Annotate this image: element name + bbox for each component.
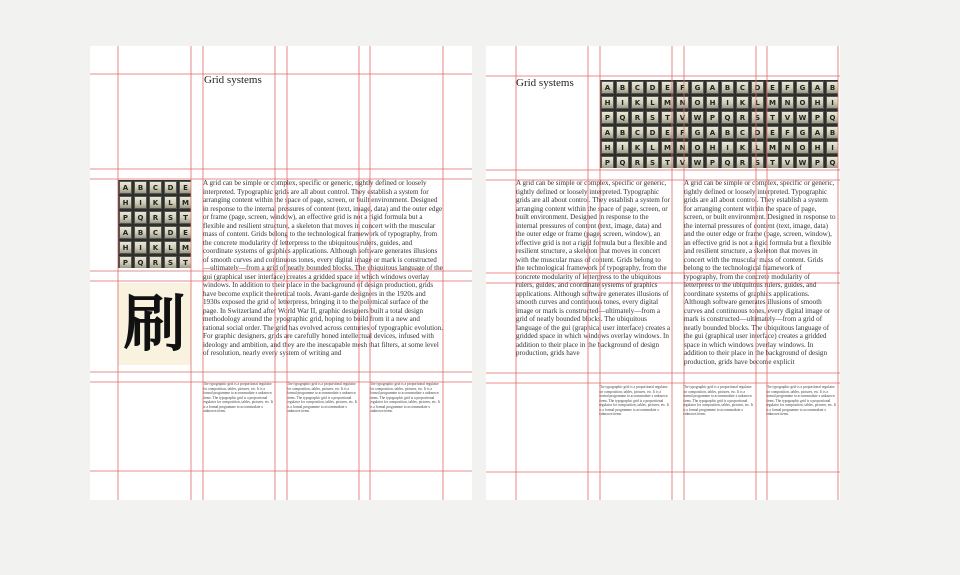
- type-key: I: [721, 141, 734, 154]
- type-key: W: [691, 111, 704, 124]
- type-key: W: [796, 111, 809, 124]
- left-page: [90, 46, 472, 500]
- type-key: H: [811, 96, 824, 109]
- type-key: B: [826, 81, 838, 94]
- type-key: O: [691, 96, 704, 109]
- type-key: V: [781, 111, 794, 124]
- type-key: S: [164, 211, 177, 224]
- type-key: Q: [134, 256, 147, 268]
- type-key: M: [661, 96, 674, 109]
- type-key: Q: [826, 156, 838, 168]
- type-key: P: [706, 156, 719, 168]
- type-key: E: [179, 226, 191, 239]
- type-key: H: [706, 96, 719, 109]
- type-key: A: [706, 126, 719, 139]
- type-key: Q: [721, 156, 734, 168]
- type-key: G: [796, 126, 809, 139]
- type-key: O: [796, 141, 809, 154]
- type-key: P: [119, 211, 132, 224]
- type-key: V: [676, 111, 689, 124]
- type-key: D: [751, 126, 764, 139]
- type-key: P: [119, 256, 132, 268]
- type-key: K: [736, 96, 749, 109]
- type-key: D: [646, 126, 659, 139]
- type-key: D: [646, 81, 659, 94]
- type-key: O: [796, 96, 809, 109]
- type-key: I: [616, 96, 629, 109]
- type-key: B: [134, 226, 147, 239]
- caption-1: The typographic grid is a proportional regulator for composition, tables, pictures, etc. It is a formal programme to accommodate x unknown items. The typographic grid is a proportional regulator for composition, tables, pictures, etc. It is a formal programme to accommodate x unknown items.: [203, 382, 274, 413]
- type-key: K: [631, 141, 644, 154]
- type-key: N: [781, 96, 794, 109]
- type-key: F: [676, 81, 689, 94]
- type-key: F: [781, 81, 794, 94]
- type-key: T: [766, 111, 779, 124]
- type-key: I: [721, 96, 734, 109]
- type-key: D: [751, 81, 764, 94]
- type-key: F: [676, 126, 689, 139]
- type-key: E: [661, 126, 674, 139]
- type-key: A: [706, 81, 719, 94]
- type-key: C: [149, 181, 162, 194]
- caption-1: The typographic grid is a proportional regulator for composition, tables, pictures, etc. It is a formal programme to accommodate x unknown items. The typographic grid is a proportional regulator for composition, tables, pictures, etc. It is a formal programme to accommodate x unknown items.: [599, 385, 670, 416]
- caption-3: The typographic grid is a proportional regulator for composition, tables, pictures, etc. It is a formal programme to accommodate x unknown items. The typographic grid is a proportional regulator for composition, tables, pictures, etc. It is a formal programme to accommodate x unknown items.: [370, 382, 441, 413]
- type-key: N: [676, 141, 689, 154]
- type-key: B: [826, 126, 838, 139]
- type-key: A: [601, 126, 614, 139]
- type-key: E: [766, 126, 779, 139]
- type-key: H: [811, 141, 824, 154]
- type-key: H: [706, 141, 719, 154]
- type-key: L: [646, 141, 659, 154]
- type-key: F: [781, 126, 794, 139]
- type-key: H: [119, 196, 132, 209]
- page-title: Grid systems: [204, 74, 262, 86]
- type-key: I: [826, 96, 838, 109]
- type-key: N: [676, 96, 689, 109]
- type-key: T: [661, 111, 674, 124]
- type-key: T: [179, 256, 191, 268]
- type-key: H: [119, 241, 132, 254]
- type-key: G: [691, 126, 704, 139]
- type-key: A: [119, 226, 132, 239]
- type-key: S: [646, 111, 659, 124]
- body-text-column-2: A grid can be simple or complex, specific or generic, tightly defined or loosely interpreted. Typographic grids are all about control. They establish a system for arranging content within the space of page, screen, or built environment. Designed in response to the internal pressures of content (text, image, data) and the outer edge or frame (page, screen, window), an effective grid is not a rigid formula but a flexible and resilient structure, a skeleton that moves in concert with the muscular mass of content. Grids belong to the technological framework of typography, from the concrete modularity of letterpress to the ubiquitous rulers, guides, and coordinate systems of graphics applications. Although software generates illusions of smooth curves and continuous tones, every digital image or mark is constructed—ultimately—from a grid of neatly bounded blocks. The ubiquitous language of the gui (graphical user interface) creates a gridded space in which windows overlay windows. In addition to their place in the background of design production, grids have become explicit: [684, 179, 836, 366]
- type-key: P: [811, 156, 824, 168]
- type-key: E: [179, 181, 191, 194]
- type-key: O: [691, 141, 704, 154]
- caption-3: The typographic grid is a proportional regulator for composition, tables, pictures, etc. It is a formal programme to accommodate x unknown items. The typographic grid is a proportional regulator for composition, tables, pictures, etc. It is a formal programme to accommodate x unknown items.: [766, 385, 837, 416]
- type-key: E: [661, 81, 674, 94]
- type-key: I: [134, 196, 147, 209]
- type-key: L: [751, 141, 764, 154]
- type-case-image: [600, 80, 838, 168]
- page-title: Grid systems: [516, 77, 574, 89]
- type-key: B: [721, 126, 734, 139]
- type-key: R: [736, 111, 749, 124]
- type-key: R: [149, 211, 162, 224]
- type-key: E: [766, 81, 779, 94]
- type-key: D: [164, 226, 177, 239]
- type-key: H: [601, 141, 614, 154]
- type-key: B: [616, 126, 629, 139]
- type-key: T: [766, 156, 779, 168]
- type-key: A: [119, 181, 132, 194]
- type-key: P: [811, 111, 824, 124]
- type-key: S: [751, 156, 764, 168]
- type-key: V: [676, 156, 689, 168]
- type-key: L: [646, 96, 659, 109]
- type-key: Q: [134, 211, 147, 224]
- body-text-column-1: A grid can be simple or complex, specific or generic, tightly defined or loosely interpreted. Typographic grids are all about control. They establish a system for arranging content within the space of page, screen, or built environment. Designed in response to the internal pressures of content (text, image, data) and the outer edge or frame (page, screen, window), an effective grid is not a rigid formula but a flexible and resilient structure, a skeleton that moves in concert with the muscular mass of content. Grids belong to the technological framework of typography, from the concrete modularity of letterpress to the ubiquitous rulers, guides, and coordinate systems of graphics applications. Although software generates illusions of smooth curves and continuous tones, every digital image or mark is constructed—ultimately—from a grid of neatly bounded blocks. The ubiquitous language of the gui (graphical user interface) creates a gridded space in which windows overlay windows. In addition to their place in the background of design production, grids have: [516, 179, 671, 357]
- type-key: M: [179, 196, 191, 209]
- type-key: P: [706, 111, 719, 124]
- type-key: Q: [616, 111, 629, 124]
- type-key: H: [601, 96, 614, 109]
- type-key: L: [164, 196, 177, 209]
- type-key: I: [616, 141, 629, 154]
- type-key: Q: [721, 111, 734, 124]
- caption-2: The typographic grid is a proportional regulator for composition, tables, pictures, etc. It is a formal programme to accommodate x unknown items. The typographic grid is a proportional regulator for composition, tables, pictures, etc. It is a formal programme to accommodate x unknown items.: [287, 382, 358, 413]
- type-case-image: [118, 180, 191, 268]
- type-key: R: [631, 111, 644, 124]
- type-key: I: [826, 141, 838, 154]
- type-key: W: [796, 156, 809, 168]
- type-key: K: [149, 196, 162, 209]
- type-key: T: [179, 211, 191, 224]
- brush-character-image: [118, 283, 191, 365]
- type-key: T: [661, 156, 674, 168]
- type-key: N: [781, 141, 794, 154]
- type-key: G: [691, 81, 704, 94]
- type-key: P: [601, 111, 614, 124]
- type-key: G: [796, 81, 809, 94]
- type-key: D: [164, 181, 177, 194]
- type-key: S: [751, 111, 764, 124]
- type-key: C: [736, 126, 749, 139]
- type-key: B: [616, 81, 629, 94]
- type-key: L: [751, 96, 764, 109]
- type-key: Q: [616, 156, 629, 168]
- type-key: B: [134, 181, 147, 194]
- caption-2: The typographic grid is a proportional regulator for composition, tables, pictures, etc. It is a formal programme to accommodate x unknown items. The typographic grid is a proportional regulator for composition, tables, pictures, etc. It is a formal programme to accommodate x unknown items.: [683, 385, 754, 416]
- type-key: R: [736, 156, 749, 168]
- body-text: A grid can be simple or complex, specific or generic, tightly defined or loosely interpreted. Typographic grids are all about control. They establish a system for arranging content within the space of page, screen, or built environment. Designed in response to the internal pressures of content (text, image, data) and the outer edge or frame (page, screen, window), an effective grid is not a rigid formula but a flexible and resilient structure, a skeleton that moves in concert with the muscular mass of content. Grids belong to the technological framework of typography, from the concrete modularity of letterpress to the ubiquitous rulers, guides, and coordinate systems of graphics applications. Although software generates illusions of smooth curves and continuous tones, every digital image or mark is constructed—ultimately—from a grid of neatly bounded blocks. The ubiquitous language of the gui (graphical user interface) creates a gridded space in which windows overlay windows. In addition to their place in the background of design production, grids have become explicit theoretical tools. Avant-garde designers in the 1920s and 1930s exposed the grid of letterpress, bringing it to the polemical surface of the page. In Switzerland after World War II, graphic designers built a total design methodology around the typographic grid, hoping to build from it a new and rational social order. The grid has evolved across centuries of typographic evolution. For graphic designers, grids are carefully honed intellectual devices, infused with ideology and ambition, and they are the inescapable mesh that filters, at some level of resolution, nearly every system of writing and: [203, 179, 443, 357]
- type-key: M: [179, 241, 191, 254]
- type-key: Q: [826, 111, 838, 124]
- type-key: I: [134, 241, 147, 254]
- type-key: K: [736, 141, 749, 154]
- type-key: M: [661, 141, 674, 154]
- type-key: V: [781, 156, 794, 168]
- type-key: M: [766, 141, 779, 154]
- type-key: A: [811, 126, 824, 139]
- type-key: B: [721, 81, 734, 94]
- type-key: K: [631, 96, 644, 109]
- type-key: S: [646, 156, 659, 168]
- type-key: C: [631, 126, 644, 139]
- right-page: [486, 46, 840, 500]
- type-key: S: [164, 256, 177, 268]
- type-key: M: [766, 96, 779, 109]
- type-key: R: [149, 256, 162, 268]
- brush-character: 刷: [123, 287, 186, 360]
- type-key: C: [631, 81, 644, 94]
- type-key: K: [149, 241, 162, 254]
- type-key: L: [164, 241, 177, 254]
- type-key: C: [149, 226, 162, 239]
- type-key: P: [601, 156, 614, 168]
- type-key: C: [736, 81, 749, 94]
- type-key: W: [691, 156, 704, 168]
- type-key: R: [631, 156, 644, 168]
- type-key: A: [601, 81, 614, 94]
- type-key: A: [811, 81, 824, 94]
